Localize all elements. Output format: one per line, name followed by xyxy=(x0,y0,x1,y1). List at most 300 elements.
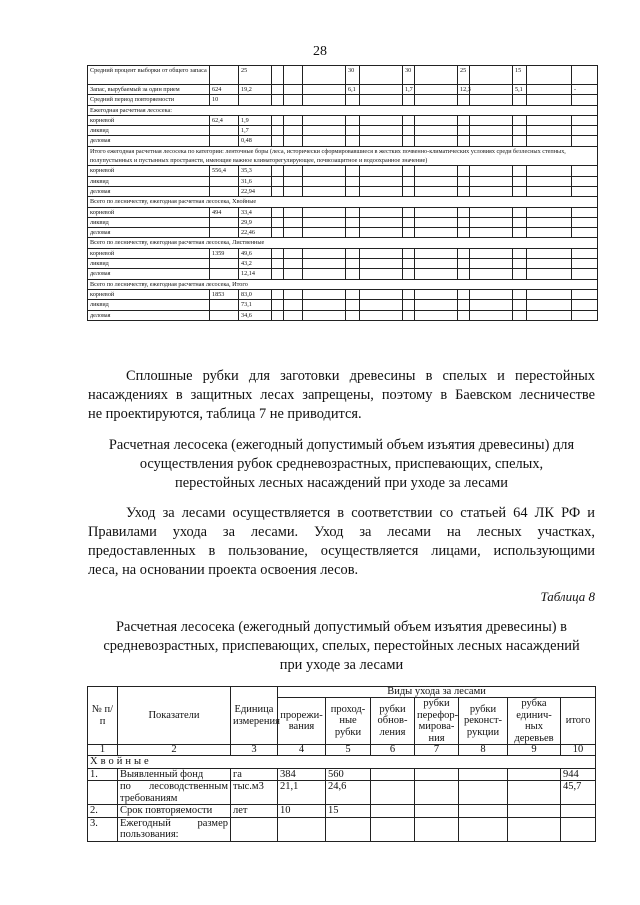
table-cell xyxy=(284,300,303,310)
table-row xyxy=(88,259,598,269)
table-cell xyxy=(470,115,513,125)
text-line: предоставленных в пользование, осуществляется лицами, использующими xyxy=(88,543,595,559)
table-cell xyxy=(527,136,572,146)
table-cell xyxy=(284,66,303,85)
row-section-label: Всего по лесничеству, ежегодная расчетная лесосека, Хвойные xyxy=(88,197,598,207)
row-indicator: Ежегодный размер пользования: xyxy=(118,817,231,841)
table-cell xyxy=(470,217,513,227)
table-cell xyxy=(403,217,415,227)
table-cell xyxy=(513,310,527,320)
title-line: при уходе за лесами xyxy=(279,657,404,673)
table-row xyxy=(88,289,598,299)
table-cell xyxy=(415,95,458,105)
row-label: Запас, вырубаемый за один прием xyxy=(88,85,210,95)
table-cell xyxy=(470,186,513,196)
table-cell xyxy=(360,217,403,227)
table-row xyxy=(88,186,598,196)
table-cell xyxy=(272,289,284,299)
table-cell: 10 xyxy=(210,95,239,105)
table-cell xyxy=(303,228,346,238)
table-cell: 1,9 xyxy=(239,115,272,125)
table-cell xyxy=(272,217,284,227)
table-cell xyxy=(346,95,360,105)
table-cell xyxy=(415,136,458,146)
row-unit: лет xyxy=(231,805,278,818)
page-number: 28 xyxy=(313,44,327,59)
table-cell xyxy=(210,310,239,320)
table-cell xyxy=(458,310,470,320)
table-cell xyxy=(458,186,470,196)
table-cell xyxy=(561,817,596,841)
row-label: ликвид xyxy=(88,217,210,227)
row-number xyxy=(88,781,118,805)
table-cell xyxy=(403,248,415,258)
table-cell xyxy=(272,300,284,310)
table-cell xyxy=(371,805,415,818)
table-cell xyxy=(303,207,346,217)
table-cell xyxy=(527,228,572,238)
table-cell xyxy=(303,300,346,310)
table-cell xyxy=(572,66,598,85)
table-cell: 15 xyxy=(513,66,527,85)
table-cell xyxy=(303,95,346,105)
table-cell xyxy=(346,269,360,279)
table-cell: 43,2 xyxy=(239,259,272,269)
table-row xyxy=(88,166,598,176)
table-cell: 15 xyxy=(326,805,371,818)
table-cell: 12,14 xyxy=(239,269,272,279)
table-cell xyxy=(458,176,470,186)
table-cell xyxy=(403,228,415,238)
table-cell: 34,6 xyxy=(239,310,272,320)
table-cell xyxy=(284,228,303,238)
table-cell xyxy=(284,115,303,125)
table-cell xyxy=(303,248,346,258)
table-cell: - xyxy=(572,85,598,95)
table-cell xyxy=(470,176,513,186)
heading-line: Расчетная лесосека (ежегодный допустимый объем изъятия древесины) для xyxy=(108,437,575,453)
table-cell xyxy=(346,289,360,299)
table-row xyxy=(88,238,598,248)
table-cell xyxy=(403,136,415,146)
table-cell xyxy=(513,228,527,238)
table-cell: 5,1 xyxy=(513,85,527,95)
table-cell xyxy=(303,126,346,136)
table-cell xyxy=(527,166,572,176)
table-cell: 10 xyxy=(278,805,326,818)
table-cell xyxy=(513,248,527,258)
table-cell xyxy=(284,248,303,258)
table-cell xyxy=(360,259,403,269)
header-col-reformation: рубки перефор-мирова-ния xyxy=(415,698,459,745)
table-cell xyxy=(572,95,598,105)
table-8 xyxy=(87,686,596,842)
row-indicator: Выявленный фонд xyxy=(118,768,231,781)
section-heading-care-harvest xyxy=(88,436,595,493)
table-cell xyxy=(303,217,346,227)
table-cell xyxy=(458,207,470,217)
table-cell xyxy=(415,66,458,85)
table-cell xyxy=(459,805,508,818)
table-cell xyxy=(346,248,360,258)
table-cell xyxy=(210,176,239,186)
table-cell xyxy=(272,269,284,279)
table-cell xyxy=(527,310,572,320)
table-cell xyxy=(284,289,303,299)
table-cell xyxy=(210,186,239,196)
row-label: ликвид xyxy=(88,259,210,269)
table-cell xyxy=(272,95,284,105)
table-cell xyxy=(572,186,598,196)
column-number: 7 xyxy=(415,745,459,756)
table-cell xyxy=(284,95,303,105)
row-label: деловая xyxy=(88,186,210,196)
table-cell xyxy=(527,269,572,279)
table-cell xyxy=(527,115,572,125)
table-cell: 1,7 xyxy=(239,126,272,136)
table-row xyxy=(88,115,598,125)
table-row xyxy=(88,126,598,136)
row-label: деловая xyxy=(88,136,210,146)
table-cell xyxy=(272,310,284,320)
table-cell xyxy=(346,136,360,146)
table-cell xyxy=(527,300,572,310)
table-cell xyxy=(284,186,303,196)
table-cell xyxy=(458,228,470,238)
table-cell xyxy=(458,259,470,269)
table-cell xyxy=(284,259,303,269)
table-cell xyxy=(458,269,470,279)
table-cell: 1853 xyxy=(210,289,239,299)
table-row xyxy=(88,146,598,166)
row-label: ликвид xyxy=(88,176,210,186)
table-cell xyxy=(303,289,346,299)
table-cell xyxy=(284,310,303,320)
table-cell xyxy=(527,289,572,299)
table-cell xyxy=(572,176,598,186)
section-conifers: Хвойные xyxy=(88,756,596,769)
header-care-types: Виды ухода за лесами xyxy=(278,687,596,698)
table-cell xyxy=(470,289,513,299)
table-cell xyxy=(346,207,360,217)
paragraph-clearcut-prohibited xyxy=(88,367,595,424)
table-cell xyxy=(272,126,284,136)
table-cell xyxy=(458,166,470,176)
column-number: 1 xyxy=(88,745,118,756)
table-row xyxy=(88,217,598,227)
table-cell xyxy=(415,217,458,227)
row-label: корневой xyxy=(88,248,210,258)
table-cell xyxy=(415,781,459,805)
table-cell xyxy=(360,300,403,310)
table-cell xyxy=(284,136,303,146)
table-cell xyxy=(360,289,403,299)
table-cell: 21,1 xyxy=(278,781,326,805)
table-cell xyxy=(572,269,598,279)
table-cell xyxy=(360,207,403,217)
table-row xyxy=(88,310,598,320)
table-cell xyxy=(371,781,415,805)
table-row xyxy=(88,85,598,95)
table-cell xyxy=(272,259,284,269)
table-cell: 556,4 xyxy=(210,166,239,176)
table-row xyxy=(88,781,596,805)
table-cell xyxy=(360,269,403,279)
table-cell xyxy=(284,217,303,227)
table-cell xyxy=(303,85,346,95)
table-cell xyxy=(346,310,360,320)
table-cell xyxy=(278,817,326,841)
table-cell xyxy=(470,166,513,176)
column-number: 4 xyxy=(278,745,326,756)
table-cell xyxy=(572,248,598,258)
table-cell xyxy=(513,207,527,217)
row-label: корневой xyxy=(88,289,210,299)
header-col-thinning: прорежи-вания xyxy=(278,698,326,745)
table-cell xyxy=(403,269,415,279)
title-line: средневозрастных, приспевающих, спелых, перестойных лесных насаждений xyxy=(103,638,580,654)
table-cell xyxy=(572,289,598,299)
table-cell xyxy=(403,176,415,186)
table-cell xyxy=(210,300,239,310)
header-col-passage-cutting: проход-ные рубки xyxy=(326,698,371,745)
table-cell xyxy=(210,269,239,279)
table-row xyxy=(88,105,598,115)
table-cell xyxy=(360,66,403,85)
table-cell xyxy=(458,126,470,136)
table-cell xyxy=(415,817,459,841)
table-row xyxy=(88,768,596,781)
text-line: Сплошные рубки для заготовки древесины в спелых и перестойных xyxy=(126,368,595,384)
table-cell xyxy=(470,259,513,269)
table-cell xyxy=(272,228,284,238)
table-cell xyxy=(415,269,458,279)
table-cell xyxy=(403,300,415,310)
table-cell xyxy=(210,217,239,227)
table-cell xyxy=(360,176,403,186)
table-cell xyxy=(272,166,284,176)
table-cell xyxy=(458,248,470,258)
table-cell: 22,94 xyxy=(239,186,272,196)
table-cell xyxy=(415,768,459,781)
table-cell xyxy=(303,186,346,196)
table-cell xyxy=(458,115,470,125)
table-cell xyxy=(470,66,513,85)
table-cell: 384 xyxy=(278,768,326,781)
table-cell xyxy=(272,136,284,146)
table-cell: 29,9 xyxy=(239,217,272,227)
table-cell xyxy=(572,126,598,136)
table-cell xyxy=(459,817,508,841)
column-number: 6 xyxy=(371,745,415,756)
table-cell xyxy=(360,126,403,136)
table-row xyxy=(88,805,596,818)
table-cell xyxy=(415,186,458,196)
table-cell xyxy=(360,310,403,320)
table-cell xyxy=(470,136,513,146)
table-cell xyxy=(458,136,470,146)
table-cell xyxy=(527,186,572,196)
header-col-total: итого xyxy=(561,698,596,745)
table-cell xyxy=(371,817,415,841)
table-cell xyxy=(459,781,508,805)
table-cell xyxy=(513,217,527,227)
table-cell xyxy=(284,126,303,136)
table-cell xyxy=(415,228,458,238)
table-cell xyxy=(272,85,284,95)
header-num: № п/п xyxy=(88,687,118,745)
table-cell xyxy=(458,300,470,310)
row-label: корневой xyxy=(88,166,210,176)
table-cell xyxy=(272,176,284,186)
table-cell xyxy=(527,259,572,269)
header-col-reconstruction: рубки реконст-рукции xyxy=(459,698,508,745)
table-cell xyxy=(572,259,598,269)
table-cell xyxy=(239,95,272,105)
table-cell xyxy=(360,186,403,196)
table-cell xyxy=(415,115,458,125)
row-indicator: Срок повторяемости xyxy=(118,805,231,818)
table-cell: 35,3 xyxy=(239,166,272,176)
table-cell xyxy=(572,115,598,125)
table-cell: 25 xyxy=(458,66,470,85)
row-section-label: Всего по лесничеству, ежегодная расчетная лесосека, Итого xyxy=(88,279,598,289)
row-label: деловая xyxy=(88,228,210,238)
table-cell: 944 xyxy=(561,768,596,781)
row-number: 2. xyxy=(88,805,118,818)
table-cell xyxy=(360,166,403,176)
table-cell xyxy=(346,228,360,238)
table-cell: 49,6 xyxy=(239,248,272,258)
table-cell: 30 xyxy=(346,66,360,85)
column-number: 10 xyxy=(561,745,596,756)
table-cell xyxy=(513,115,527,125)
table-cell xyxy=(415,805,459,818)
table-row xyxy=(88,269,598,279)
row-unit xyxy=(231,817,278,841)
row-section-label: Ежегодная расчетная лесосека: xyxy=(88,105,598,115)
table-row xyxy=(88,197,598,207)
table-cell xyxy=(346,186,360,196)
table-cell xyxy=(284,176,303,186)
table-cell: 624 xyxy=(210,85,239,95)
title-line: Расчетная лесосека (ежегодный допустимый объем изъятия древесины) в xyxy=(116,619,567,635)
table-cell xyxy=(470,310,513,320)
table-cell: 62,4 xyxy=(210,115,239,125)
row-indicator: по лесоводственным требованиям xyxy=(118,781,231,805)
table-cell xyxy=(527,95,572,105)
table-cell xyxy=(403,115,415,125)
table-cell xyxy=(210,66,239,85)
table-cell xyxy=(527,85,572,95)
table-cell xyxy=(303,136,346,146)
row-label: ликвид xyxy=(88,300,210,310)
table-cell xyxy=(572,166,598,176)
table-cell xyxy=(284,166,303,176)
table-cell xyxy=(360,85,403,95)
table-cell xyxy=(403,95,415,105)
row-unit: тыс.м3 xyxy=(231,781,278,805)
row-label: деловая xyxy=(88,269,210,279)
table-cell xyxy=(403,289,415,299)
table-cell xyxy=(303,66,346,85)
header-col-renewal: рубки обнов-ления xyxy=(371,698,415,745)
table-cell: 19,2 xyxy=(239,85,272,95)
table-cell: 83,0 xyxy=(239,289,272,299)
table-cell xyxy=(272,207,284,217)
table-cell xyxy=(470,300,513,310)
table-cell xyxy=(210,126,239,136)
table-cell xyxy=(470,126,513,136)
table-cell xyxy=(458,217,470,227)
table-cell xyxy=(403,310,415,320)
table-row xyxy=(88,248,598,258)
table-8-title xyxy=(88,618,595,675)
table-cell xyxy=(415,310,458,320)
row-number: 3. xyxy=(88,817,118,841)
table-cell xyxy=(572,217,598,227)
table-cell xyxy=(360,115,403,125)
table-cell xyxy=(210,259,239,269)
row-number: 1. xyxy=(88,768,118,781)
table-cell xyxy=(284,207,303,217)
text-line: Правилами ухода за лесами. Уход за лесами на лесных участках, xyxy=(88,524,595,540)
table-cell xyxy=(527,66,572,85)
table-cell: 73,1 xyxy=(239,300,272,310)
column-number: 9 xyxy=(508,745,561,756)
table-cell: 1359 xyxy=(210,248,239,258)
table-cell xyxy=(527,207,572,217)
row-label: деловая xyxy=(88,310,210,320)
table-cell xyxy=(415,207,458,217)
table-cell xyxy=(508,817,561,841)
paragraph-forest-care xyxy=(88,504,595,580)
table-cell xyxy=(415,259,458,269)
forest-harvest-table-top xyxy=(87,65,598,321)
heading-line: перестойных лесных насаждений при уходе за лесами xyxy=(175,475,508,491)
table-cell xyxy=(403,166,415,176)
column-number: 2 xyxy=(118,745,231,756)
table-cell xyxy=(272,115,284,125)
table-cell xyxy=(513,269,527,279)
table-row xyxy=(88,228,598,238)
table-cell: 24,6 xyxy=(326,781,371,805)
table-cell xyxy=(513,176,527,186)
table-cell xyxy=(210,228,239,238)
table-cell xyxy=(346,176,360,186)
table-cell xyxy=(303,176,346,186)
text-line: Уход за лесами осуществляется в соответствии со статьей 64 ЛК РФ и xyxy=(126,505,595,521)
table-cell xyxy=(403,126,415,136)
header-col-single-tree: рубка единич-ных деревьев xyxy=(508,698,561,745)
table-cell xyxy=(303,259,346,269)
table-cell xyxy=(360,248,403,258)
table-cell xyxy=(508,805,561,818)
table-cell xyxy=(415,176,458,186)
table-cell xyxy=(561,805,596,818)
table-cell xyxy=(513,186,527,196)
header-indicator: Показатели xyxy=(118,687,231,745)
table-cell xyxy=(346,115,360,125)
table-cell xyxy=(210,136,239,146)
table-row xyxy=(88,207,598,217)
column-number: 8 xyxy=(459,745,508,756)
table-cell xyxy=(459,768,508,781)
table-cell xyxy=(415,289,458,299)
table-cell xyxy=(346,300,360,310)
table-cell xyxy=(513,166,527,176)
table-cell xyxy=(470,207,513,217)
